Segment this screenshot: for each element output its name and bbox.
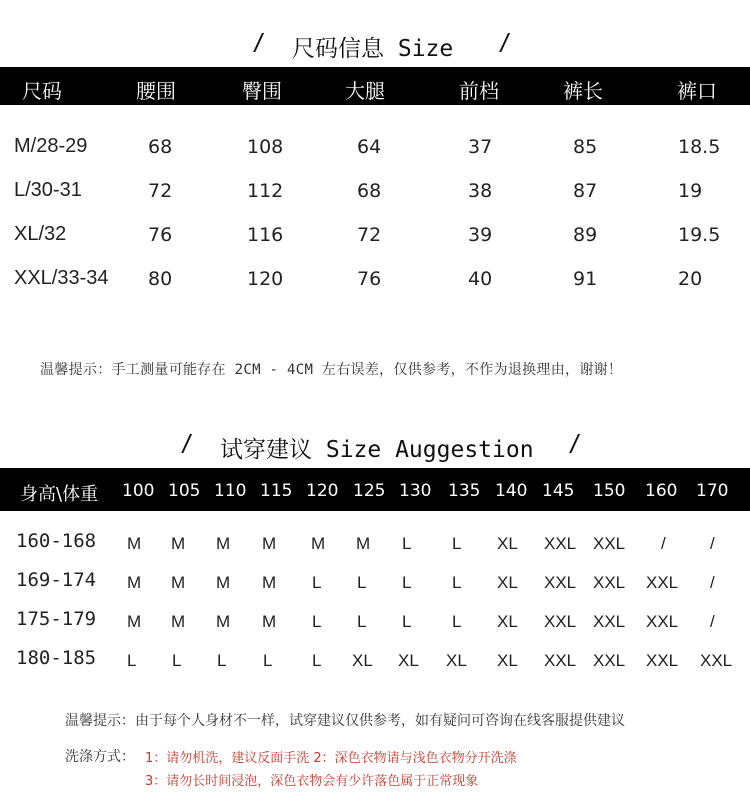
- size-cell: 19: [678, 180, 703, 202]
- height-row-label: 180-185: [16, 647, 97, 669]
- size-suggestion-cell: /: [661, 534, 666, 553]
- size-header-cell: 大腿: [345, 79, 385, 103]
- size-section-title: 尺码信息 Size: [292, 36, 454, 62]
- size-suggestion-cell: M: [216, 534, 231, 553]
- size-row-label: M/28-29: [14, 135, 88, 157]
- size-cell: 87: [573, 180, 598, 202]
- size-suggestion-cell: L: [402, 573, 412, 592]
- height-row-label: 175-179: [16, 608, 97, 630]
- size-cell: 37: [468, 136, 493, 158]
- weight-header-cell: 110: [214, 481, 247, 501]
- weight-header-cell: 105: [168, 481, 201, 501]
- size-suggestion-cell: XXL: [646, 573, 679, 592]
- size-suggestion-cell: M: [216, 612, 231, 631]
- size-tip-text: 温馨提示：手工测量可能存在 2CM - 4CM 左右误差，仅供参考，不作为退换理由，谢谢！: [40, 362, 623, 378]
- size-cell: 89: [573, 224, 598, 246]
- size-suggestion-cell: M: [127, 612, 142, 631]
- size-suggestion-cell: XL: [398, 651, 419, 670]
- size-suggestion-cell: XL: [446, 651, 467, 670]
- size-suggestion-cell: M: [171, 573, 186, 592]
- weight-header-cell: 140: [495, 481, 528, 501]
- size-cell: 19.5: [678, 224, 721, 246]
- suggestion-section-title: 试穿建议 Size Auggestion: [220, 437, 534, 463]
- wash-instruction-line-2: 3：请勿长时间浸泡，深色衣物会有少许落色属于正常现象: [145, 774, 479, 789]
- size-suggestion-cell: L: [312, 573, 322, 592]
- weight-header-cell: 160: [645, 481, 678, 501]
- size-suggestion-cell: L: [217, 651, 227, 670]
- size-suggestion-cell: M: [171, 612, 186, 631]
- size-header-cell: 裤长: [563, 79, 603, 103]
- size-suggestion-cell: XXL: [544, 534, 577, 553]
- title-slash-right: /: [498, 30, 512, 56]
- size-suggestion-cell: L: [312, 651, 322, 670]
- size-cell: 39: [468, 224, 493, 246]
- size-suggestion-cell: L: [263, 651, 273, 670]
- size-suggestion-cell: /: [710, 573, 715, 592]
- size-suggestion-cell: XXL: [593, 651, 626, 670]
- size-cell: 108: [247, 136, 284, 158]
- title-slash-right: /: [568, 431, 582, 457]
- size-suggestion-cell: M: [262, 573, 277, 592]
- size-suggestion-cell: /: [710, 612, 715, 631]
- wash-label: 洗涤方式：: [65, 749, 135, 765]
- size-cell: 112: [247, 180, 284, 202]
- size-cell: 18.5: [678, 136, 721, 158]
- size-suggestion-cell: M: [127, 534, 142, 553]
- size-suggestion-cell: M: [127, 573, 142, 592]
- size-suggestion-cell: M: [311, 534, 326, 553]
- size-suggestion-cell: M: [262, 534, 277, 553]
- size-suggestion-cell: XXL: [593, 534, 626, 553]
- size-cell: 120: [247, 268, 284, 290]
- weight-header-cell: 115: [260, 481, 293, 501]
- size-suggestion-cell: XL: [497, 573, 518, 592]
- size-suggestion-cell: XXL: [700, 651, 733, 670]
- title-slash-left: /: [180, 431, 194, 457]
- size-suggestion-cell: XL: [497, 651, 518, 670]
- size-suggestion-cell: XL: [497, 612, 518, 631]
- size-cell: 64: [357, 136, 382, 158]
- size-suggestion-cell: L: [402, 612, 412, 631]
- size-header-cell: 臀围: [242, 79, 282, 103]
- weight-header-cell: 120: [306, 481, 339, 501]
- size-suggestion-cell: L: [312, 612, 322, 631]
- weight-header-cell: 100: [122, 481, 155, 501]
- size-cell: 116: [247, 224, 284, 246]
- wash-instruction-line-1: 1：请勿机洗，建议反面手洗 2：深色衣物请与浅色衣物分开洗涤: [145, 751, 517, 766]
- size-cell: 72: [148, 180, 173, 202]
- weight-header-cell: 170: [696, 481, 729, 501]
- size-suggestion-cell: L: [172, 651, 182, 670]
- size-cell: 72: [357, 224, 382, 246]
- size-suggestion-cell: XXL: [544, 612, 577, 631]
- size-row-label: XL/32: [14, 223, 67, 245]
- size-suggestion-cell: L: [357, 573, 367, 592]
- size-suggestion-cell: L: [127, 651, 137, 670]
- height-row-label: 160-168: [16, 530, 97, 552]
- size-suggestion-cell: M: [262, 612, 277, 631]
- size-suggestion-cell: L: [452, 534, 462, 553]
- size-suggestion-cell: XXL: [646, 651, 679, 670]
- weight-header-cell: 145: [542, 481, 575, 501]
- size-suggestion-cell: L: [452, 573, 462, 592]
- size-cell: 68: [148, 136, 173, 158]
- size-suggestion-cell: M: [216, 573, 231, 592]
- size-header-cell: 腰围: [136, 79, 176, 103]
- suggestion-tip-text: 温馨提示：由于每个人身材不一样，试穿建议仅供参考，如有疑问可咨询在线客服提供建议: [65, 713, 625, 729]
- size-cell: 20: [678, 268, 703, 290]
- size-suggestion-cell: L: [402, 534, 412, 553]
- size-suggestion-cell: XL: [352, 651, 373, 670]
- size-suggestion-cell: XXL: [544, 651, 577, 670]
- title-slash-left: /: [252, 30, 266, 56]
- height-weight-header: 身高\体重: [20, 484, 99, 505]
- size-suggestion-cell: XXL: [544, 573, 577, 592]
- size-cell: 85: [573, 136, 598, 158]
- size-row-label: L/30-31: [14, 179, 82, 201]
- size-header-cell: 尺码: [22, 79, 62, 103]
- size-suggestion-cell: XL: [497, 534, 518, 553]
- size-suggestion-cell: /: [710, 534, 715, 553]
- size-suggestion-cell: M: [356, 534, 371, 553]
- size-cell: 80: [148, 268, 173, 290]
- size-suggestion-cell: M: [171, 534, 186, 553]
- size-row-label: XXL/33-34: [14, 267, 109, 289]
- size-cell: 40: [468, 268, 493, 290]
- size-suggestion-cell: XXL: [593, 573, 626, 592]
- weight-header-cell: 125: [353, 481, 386, 501]
- size-suggestion-cell: XXL: [646, 612, 679, 631]
- size-suggestion-cell: XXL: [593, 612, 626, 631]
- size-cell: 76: [357, 268, 382, 290]
- size-cell: 68: [357, 180, 382, 202]
- size-header-cell: 前档: [459, 79, 499, 103]
- size-cell: 76: [148, 224, 173, 246]
- weight-header-cell: 135: [448, 481, 481, 501]
- size-cell: 38: [468, 180, 493, 202]
- size-suggestion-cell: L: [452, 612, 462, 631]
- height-row-label: 169-174: [16, 569, 97, 591]
- size-suggestion-cell: L: [357, 612, 367, 631]
- size-header-cell: 裤口: [677, 79, 717, 103]
- weight-header-cell: 150: [593, 481, 626, 501]
- size-cell: 91: [573, 268, 598, 290]
- weight-header-cell: 130: [399, 481, 432, 501]
